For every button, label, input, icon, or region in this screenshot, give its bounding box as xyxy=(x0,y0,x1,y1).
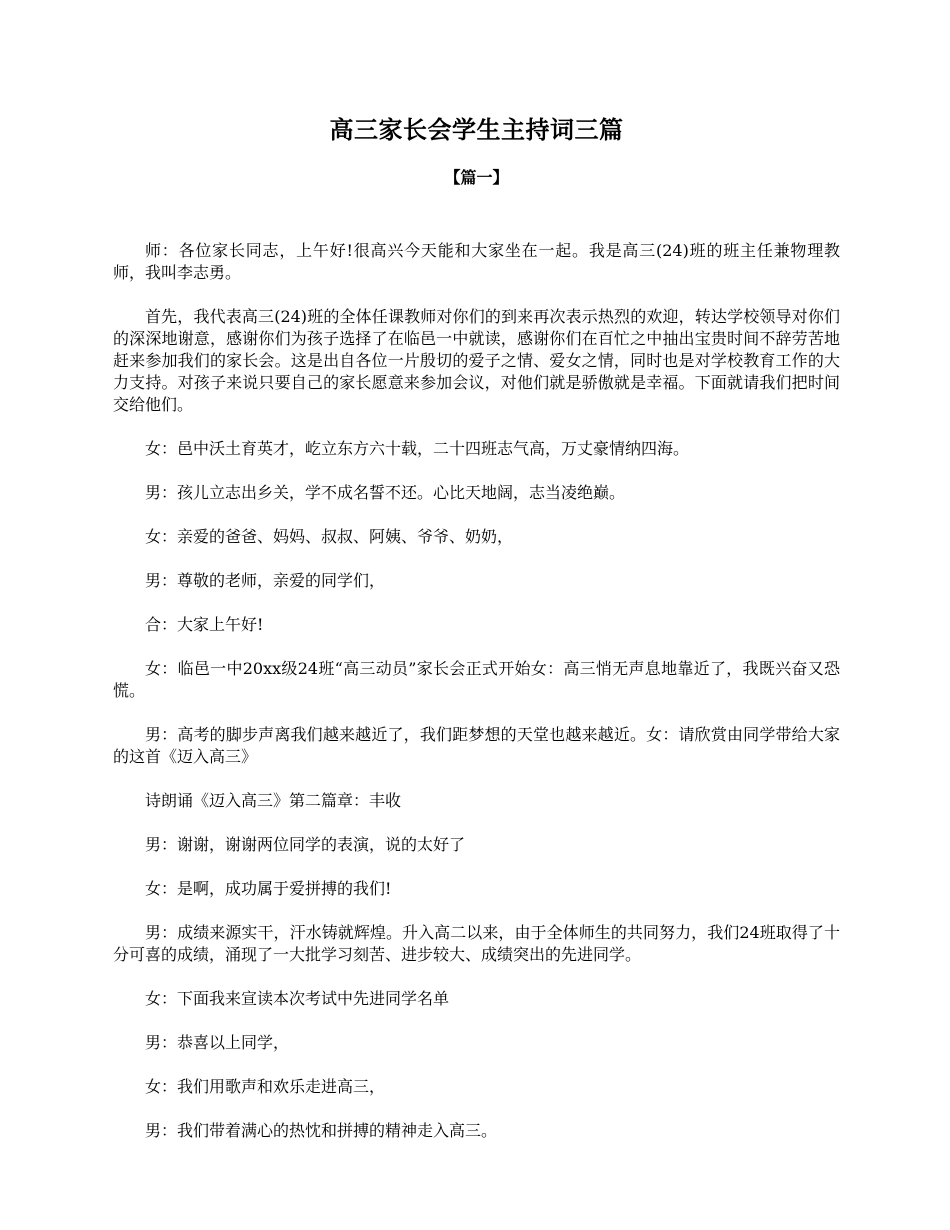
paragraph-17: 男：我们带着满心的热忱和拼搏的精神走入高三。 xyxy=(145,1121,498,1140)
paragraph-11: 男：谢谢，谢谢两位同学的表演，说的太好了 xyxy=(145,835,466,854)
paragraph-15: 男：恭喜以上同学， xyxy=(145,1033,290,1052)
paragraph-8: 女：临邑一中20xx级24班“高三动员”家长会正式开始女：高三悄无声息地靠近了，我既兴奋又恐慌。 xyxy=(113,659,840,700)
document-body xyxy=(113,240,840,1142)
paragraph-5: 女：亲爱的爸爸、妈妈、叔叔、阿姨、爷爷、奶奶， xyxy=(145,527,514,546)
paragraph-13: 男：成绩来源实干，汗水铸就辉煌。升入高二以来，由于全体师生的共同努力，我们24班取得了十分可喜的成绩，涌现了一大批学习刻苦、进步较大、成绩突出的先进同学。 xyxy=(113,923,840,964)
paragraph-3: 女：邑中沃土育英才，屹立东方六十载，二十四班志气高，万丈豪情纳四海。 xyxy=(145,439,690,458)
paragraph-12: 女：是啊，成功属于爱拼搏的我们! xyxy=(145,879,392,898)
document-title: 高三家长会学生主持词三篇 xyxy=(329,115,624,144)
paragraph-1: 师：各位家长同志，上午好!很高兴今天能和大家坐在一起。我是高三(24)班的班主任兼物理教师，我叫李志勇。 xyxy=(113,241,840,282)
document-page xyxy=(113,108,840,1164)
paragraph-9: 男：高考的脚步声离我们越来越近了，我们距梦想的天堂也越来越近。女：请欣赏由同学带给大家的这首《迈入高三》 xyxy=(113,725,840,766)
paragraph-10: 诗朗诵《迈入高三》第二篇章：丰收 xyxy=(145,791,402,810)
paragraph-4: 男：孩儿立志出乡关，学不成名誓不还。心比天地阔，志当凌绝巅。 xyxy=(145,483,626,502)
paragraph-16: 女：我们用歌声和欢乐走进高三， xyxy=(145,1077,386,1096)
paragraph-14: 女：下面我来宣读本次考试中先进同学名单 xyxy=(145,989,450,1008)
section-heading: 【篇一】 xyxy=(444,168,509,187)
paragraph-2: 首先，我代表高三(24)班的全体任课教师对你们的到来再次表示热烈的欢迎，转达学校领导对你们的深深地谢意，感谢你们为孩子选择了在临邑一中就读，感谢你们在百忙之中抽出宝贵时间不辞劳苦地赶来参加我们的家长会。这是出自各位一片殷切的爱子之情、爱女之情，同时也是对学校教育工作的大力支持。对孩子来说只要自己的家长愿意来参加会议，对他们就是骄傲就是幸福。下面就请我们把时间交给他们。 xyxy=(113,307,840,414)
paragraph-6: 男：尊敬的老师，亲爱的同学们， xyxy=(145,571,386,590)
paragraph-7: 合：大家上午好! xyxy=(145,615,264,634)
